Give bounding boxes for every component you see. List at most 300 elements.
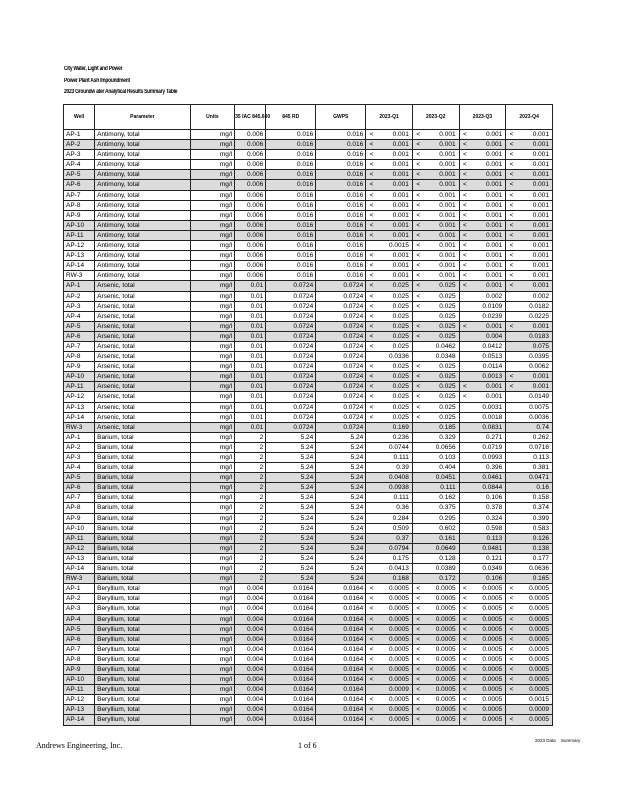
table-cell: 5.24 xyxy=(316,463,366,473)
table-cell: < xyxy=(459,261,470,271)
table-row xyxy=(64,574,553,584)
table-cell: < xyxy=(506,261,517,271)
table-cell: mg/l xyxy=(190,604,234,614)
table-cell: 5.24 xyxy=(316,513,366,523)
table-cell: 0.111 xyxy=(377,453,413,463)
table-cell: 0.006 xyxy=(235,160,266,170)
table-cell: 0.006 xyxy=(235,271,266,281)
table-cell: < xyxy=(412,271,423,281)
table-cell: AP-5 xyxy=(64,624,95,634)
table-cell: 0.138 xyxy=(517,543,553,553)
table-cell: 0.0649 xyxy=(424,543,460,553)
table-cell xyxy=(412,473,423,483)
table-cell: AP-11 xyxy=(64,533,95,543)
table-cell: 2 xyxy=(235,543,266,553)
table-cell: 0.025 xyxy=(377,291,413,301)
table-cell: 0.075 xyxy=(517,341,553,351)
table-cell: 0.0451 xyxy=(424,473,460,483)
table-cell: 0.016 xyxy=(316,190,366,200)
table-cell: < xyxy=(366,200,377,210)
table-cell: Barium, total xyxy=(95,533,191,543)
table-cell: 2 xyxy=(235,503,266,513)
table-cell: 0.004 xyxy=(235,654,266,664)
table-cell: Beryllium, total xyxy=(95,715,191,725)
table-cell: 0.001 xyxy=(424,160,460,170)
table-cell: 0.0149 xyxy=(517,392,553,402)
column-header: 2023-Q2 xyxy=(412,105,459,130)
table-cell: 0.025 xyxy=(377,362,413,372)
table-cell xyxy=(506,463,517,473)
table-cell: 0.0182 xyxy=(517,301,553,311)
table-cell: < xyxy=(506,210,517,220)
table-cell: 0.0164 xyxy=(316,634,366,644)
table-cell xyxy=(366,241,377,251)
table-cell: 0.598 xyxy=(470,523,506,533)
table-cell: < xyxy=(459,715,470,725)
table-cell: 0.004 xyxy=(235,604,266,614)
table-cell: 0.0724 xyxy=(316,402,366,412)
table-cell: AP-3 xyxy=(64,604,95,614)
table-cell: < xyxy=(412,372,423,382)
table-cell xyxy=(459,402,470,412)
table-cell: 0.016 xyxy=(266,251,316,261)
table-cell xyxy=(506,291,517,301)
table-cell: < xyxy=(506,715,517,725)
column-header: 2023-Q4 xyxy=(506,105,553,130)
table-cell xyxy=(366,432,377,442)
table-cell: 0.025 xyxy=(377,341,413,351)
table-cell: 0.004 xyxy=(235,695,266,705)
table-cell: 0.025 xyxy=(424,362,460,372)
table-cell: < xyxy=(412,584,423,594)
table-cell: 0.025 xyxy=(424,311,460,321)
table-cell: < xyxy=(412,170,423,180)
table-row xyxy=(64,523,553,533)
table-cell: < xyxy=(459,241,470,251)
table-cell: Arsenic, total xyxy=(95,321,191,331)
table-cell: 0.001 xyxy=(377,190,413,200)
table-cell: 0.0724 xyxy=(266,362,316,372)
table-cell: mg/l xyxy=(190,291,234,301)
table-row xyxy=(64,362,553,372)
table-cell: 0.0005 xyxy=(517,685,553,695)
table-cell: 0.0164 xyxy=(316,624,366,634)
table-cell: mg/l xyxy=(190,190,234,200)
table-cell xyxy=(459,432,470,442)
table-cell: 0.0005 xyxy=(517,654,553,664)
table-cell: < xyxy=(412,604,423,614)
table-cell: 0.001 xyxy=(470,281,506,291)
table-cell: 0.001 xyxy=(470,220,506,230)
table-cell: < xyxy=(506,654,517,664)
table-cell: < xyxy=(506,584,517,594)
table-row xyxy=(64,442,553,452)
table-cell: 0.0005 xyxy=(377,614,413,624)
table-cell: 0.0164 xyxy=(266,715,316,725)
table-cell: AP-3 xyxy=(64,150,95,160)
table-cell: < xyxy=(412,624,423,634)
table-cell: AP-2 xyxy=(64,442,95,452)
table-cell: < xyxy=(459,180,470,190)
table-cell: 0.004 xyxy=(235,634,266,644)
table-cell xyxy=(506,705,517,715)
table-cell: mg/l xyxy=(190,644,234,654)
column-header: 35 IAC 845.600 xyxy=(235,105,266,130)
table-cell: 0.01 xyxy=(235,301,266,311)
table-cell: mg/l xyxy=(190,160,234,170)
table-cell xyxy=(459,564,470,574)
table-cell: 0.0005 xyxy=(517,614,553,624)
table-cell: < xyxy=(412,634,423,644)
table-cell: 0.0724 xyxy=(316,311,366,321)
table-cell: < xyxy=(412,412,423,422)
table-cell: 0.0724 xyxy=(316,362,366,372)
table-cell: 0.0724 xyxy=(316,301,366,311)
table-cell: Arsenic, total xyxy=(95,362,191,372)
table-cell: AP-4 xyxy=(64,311,95,321)
table-cell: < xyxy=(459,594,470,604)
table-cell: 0.002 xyxy=(517,291,553,301)
table-cell: < xyxy=(506,644,517,654)
table-cell: Beryllium, total xyxy=(95,584,191,594)
footer-note-a: 2023 Data xyxy=(535,738,556,743)
table-cell: 0.0005 xyxy=(424,614,460,624)
table-cell: 0.001 xyxy=(470,130,506,140)
table-cell: AP-1 xyxy=(64,130,95,140)
table-cell: 0.001 xyxy=(470,261,506,271)
table-cell: 0.025 xyxy=(377,321,413,331)
table-cell xyxy=(506,483,517,493)
table-cell: 0.025 xyxy=(424,301,460,311)
table-cell: 5.24 xyxy=(266,493,316,503)
table-cell: < xyxy=(412,150,423,160)
table-cell: 0.001 xyxy=(517,210,553,220)
table-cell: AP-8 xyxy=(64,352,95,362)
table-row xyxy=(64,564,553,574)
table-cell: 0.001 xyxy=(424,271,460,281)
table-body xyxy=(64,130,553,726)
table-cell: < xyxy=(366,180,377,190)
table-cell: 0.0724 xyxy=(266,281,316,291)
table-cell: < xyxy=(412,321,423,331)
table-cell: 5.24 xyxy=(266,553,316,563)
table-cell: < xyxy=(366,392,377,402)
table-cell: < xyxy=(459,644,470,654)
table-row xyxy=(64,705,553,715)
table-row xyxy=(64,301,553,311)
table-cell: 5.24 xyxy=(316,523,366,533)
table-cell: 0.025 xyxy=(377,382,413,392)
table-cell: mg/l xyxy=(190,402,234,412)
table-cell xyxy=(366,523,377,533)
table-cell: mg/l xyxy=(190,553,234,563)
table-cell: AP-1 xyxy=(64,584,95,594)
table-cell: < xyxy=(366,614,377,624)
table-row xyxy=(64,553,553,563)
table-cell: 0.0005 xyxy=(424,644,460,654)
table-cell xyxy=(366,513,377,523)
table-cell: mg/l xyxy=(190,614,234,624)
table-cell: 5.24 xyxy=(316,553,366,563)
table-cell: mg/l xyxy=(190,180,234,190)
table-cell: 0.01 xyxy=(235,311,266,321)
table-cell: 0.001 xyxy=(377,160,413,170)
table-cell: 2 xyxy=(235,553,266,563)
table-cell: mg/l xyxy=(190,241,234,251)
table-cell: mg/l xyxy=(190,130,234,140)
table-cell: 5.24 xyxy=(316,453,366,463)
table-cell: Antimony, total xyxy=(95,130,191,140)
table-cell: 0.006 xyxy=(235,140,266,150)
table-cell: Arsenic, total xyxy=(95,402,191,412)
table-cell xyxy=(412,341,423,351)
table-cell: < xyxy=(459,382,470,392)
table-cell: 0.0164 xyxy=(316,695,366,705)
table-cell: 0.0109 xyxy=(470,301,506,311)
table-cell: 0.001 xyxy=(517,241,553,251)
table-cell: mg/l xyxy=(190,463,234,473)
table-cell: 0.0724 xyxy=(316,281,366,291)
table-cell: 0.0005 xyxy=(517,624,553,634)
table-cell: 0.001 xyxy=(517,160,553,170)
table-cell xyxy=(459,422,470,432)
table-cell: 0.004 xyxy=(235,584,266,594)
table-cell: 0.399 xyxy=(517,513,553,523)
table-cell: 0.001 xyxy=(470,170,506,180)
table-cell: 0.01 xyxy=(235,372,266,382)
table-cell: mg/l xyxy=(190,362,234,372)
table-cell: 0.37 xyxy=(377,533,413,543)
table-cell: 0.0656 xyxy=(424,442,460,452)
table-cell: 0.0005 xyxy=(517,594,553,604)
table-cell xyxy=(412,523,423,533)
table-cell: AP-7 xyxy=(64,493,95,503)
table-cell: 5.24 xyxy=(316,442,366,452)
table-cell: < xyxy=(459,685,470,695)
table-cell: Antimony, total xyxy=(95,190,191,200)
table-cell: < xyxy=(412,382,423,392)
footer-note-b: Summary xyxy=(561,738,581,743)
table-cell: 0.0724 xyxy=(316,392,366,402)
table-cell: 0.0164 xyxy=(316,705,366,715)
table-cell: 0.001 xyxy=(470,241,506,251)
table-cell: < xyxy=(506,200,517,210)
table-cell: Arsenic, total xyxy=(95,281,191,291)
table-cell xyxy=(506,402,517,412)
table-cell: 0.0164 xyxy=(266,614,316,624)
table-cell: 0.0005 xyxy=(424,654,460,664)
table-cell: 0.161 xyxy=(424,533,460,543)
table-cell: 0.172 xyxy=(424,574,460,584)
table-cell: 0.168 xyxy=(377,574,413,584)
table-cell: mg/l xyxy=(190,230,234,240)
table-cell xyxy=(459,442,470,452)
table-cell: < xyxy=(412,291,423,301)
table-cell xyxy=(506,341,517,351)
table-cell xyxy=(412,493,423,503)
table-cell: 0.0724 xyxy=(316,341,366,351)
table-cell: 0.177 xyxy=(517,553,553,563)
table-cell: 0.025 xyxy=(377,311,413,321)
table-cell: mg/l xyxy=(190,705,234,715)
table-cell: 0.0005 xyxy=(424,584,460,594)
table-cell: mg/l xyxy=(190,372,234,382)
table-cell: < xyxy=(412,301,423,311)
table-cell: 0.0744 xyxy=(377,442,413,452)
table-cell: 0.025 xyxy=(377,392,413,402)
table-cell: AP-9 xyxy=(64,513,95,523)
table-cell: 0.006 xyxy=(235,200,266,210)
table-row xyxy=(64,140,553,150)
table-cell xyxy=(366,422,377,432)
table-row xyxy=(64,473,553,483)
table-cell: < xyxy=(506,614,517,624)
table-cell: 5.24 xyxy=(266,513,316,523)
table-row xyxy=(64,543,553,553)
table-cell: 0.006 xyxy=(235,210,266,220)
table-cell xyxy=(459,453,470,463)
table-cell: 0.025 xyxy=(377,372,413,382)
table-cell: mg/l xyxy=(190,301,234,311)
table-cell: AP-7 xyxy=(64,190,95,200)
table-cell: 0.001 xyxy=(424,150,460,160)
table-cell xyxy=(366,483,377,493)
table-cell: < xyxy=(412,695,423,705)
table-cell: 0.001 xyxy=(470,150,506,160)
table-cell: 5.24 xyxy=(316,543,366,553)
table-cell: 0.0164 xyxy=(266,644,316,654)
table-cell: 0.025 xyxy=(377,331,413,341)
table-cell: 5.24 xyxy=(266,533,316,543)
table-cell: 0.0005 xyxy=(377,695,413,705)
column-header: Well xyxy=(64,105,95,130)
table-row xyxy=(64,402,553,412)
table-cell: Arsenic, total xyxy=(95,392,191,402)
table-cell xyxy=(506,553,517,563)
table-cell: 0.016 xyxy=(266,150,316,160)
table-cell: < xyxy=(412,241,423,251)
table-cell: 0.0005 xyxy=(377,664,413,674)
table-row xyxy=(64,392,553,402)
table-cell: 2 xyxy=(235,493,266,503)
table-cell: 0.001 xyxy=(377,210,413,220)
table-cell: 0.001 xyxy=(517,230,553,240)
table-cell: 5.24 xyxy=(266,463,316,473)
table-cell: 0.001 xyxy=(517,140,553,150)
table-cell: 0.01 xyxy=(235,341,266,351)
table-cell: AP-13 xyxy=(64,251,95,261)
table-cell: RW-3 xyxy=(64,422,95,432)
table-cell: Arsenic, total xyxy=(95,422,191,432)
table-cell: < xyxy=(506,382,517,392)
table-cell: 0.016 xyxy=(266,130,316,140)
table-cell: 0.121 xyxy=(470,553,506,563)
table-row xyxy=(64,220,553,230)
table-cell: mg/l xyxy=(190,261,234,271)
table-cell xyxy=(459,483,470,493)
table-cell: 0.001 xyxy=(517,200,553,210)
table-cell: mg/l xyxy=(190,624,234,634)
table-row xyxy=(64,644,553,654)
table-cell: Antimony, total xyxy=(95,230,191,240)
table-cell: < xyxy=(366,331,377,341)
results-table xyxy=(63,104,553,726)
table-cell: 0.006 xyxy=(235,150,266,160)
table-cell: 0.0005 xyxy=(424,675,460,685)
table-cell: < xyxy=(506,664,517,674)
table-row xyxy=(64,664,553,674)
table-cell: 0.025 xyxy=(424,402,460,412)
table-cell: < xyxy=(366,281,377,291)
header-line-1: City Water, Light and Power xyxy=(64,66,123,72)
table-cell: 0.0031 xyxy=(470,402,506,412)
table-cell: < xyxy=(506,634,517,644)
table-cell: 0.0062 xyxy=(517,362,553,372)
table-cell xyxy=(506,503,517,513)
table-cell: 0.0164 xyxy=(266,695,316,705)
table-cell: 0.006 xyxy=(235,180,266,190)
table-cell: < xyxy=(459,130,470,140)
table-cell: 0.004 xyxy=(470,331,506,341)
table-cell: 0.0724 xyxy=(266,331,316,341)
table-cell: 0.0005 xyxy=(377,644,413,654)
table-cell: 0.0412 xyxy=(470,341,506,351)
table-cell: 0.0395 xyxy=(517,352,553,362)
table-cell: < xyxy=(412,685,423,695)
table-cell: 0.001 xyxy=(517,150,553,160)
table-cell: mg/l xyxy=(190,442,234,452)
table-cell: Antimony, total xyxy=(95,200,191,210)
table-cell: < xyxy=(366,341,377,351)
table-cell: mg/l xyxy=(190,675,234,685)
table-cell: mg/l xyxy=(190,654,234,664)
table-cell xyxy=(459,301,470,311)
table-cell: 0.0164 xyxy=(316,604,366,614)
table-cell: 0.025 xyxy=(424,291,460,301)
table-cell: 0.01 xyxy=(235,402,266,412)
table-row xyxy=(64,341,553,351)
table-cell xyxy=(506,311,517,321)
table-cell: < xyxy=(459,210,470,220)
table-cell: Arsenic, total xyxy=(95,341,191,351)
table-cell xyxy=(459,311,470,321)
table-cell: mg/l xyxy=(190,543,234,553)
table-cell: 0.0389 xyxy=(424,564,460,574)
table-cell: 0.16 xyxy=(517,483,553,493)
table-row xyxy=(64,412,553,422)
table-cell: 0.001 xyxy=(470,230,506,240)
table-cell: 0.001 xyxy=(424,180,460,190)
table-cell: < xyxy=(412,200,423,210)
table-cell: < xyxy=(506,180,517,190)
table-cell: AP-13 xyxy=(64,705,95,715)
table-cell: mg/l xyxy=(190,251,234,261)
table-cell xyxy=(412,453,423,463)
table-cell: 0.001 xyxy=(517,220,553,230)
table-cell: Antimony, total xyxy=(95,251,191,261)
table-cell: Arsenic, total xyxy=(95,352,191,362)
table-cell: 0.0009 xyxy=(377,685,413,695)
table-cell xyxy=(366,533,377,543)
table-row xyxy=(64,291,553,301)
table-cell: 0.001 xyxy=(517,180,553,190)
table-cell: 0.025 xyxy=(424,321,460,331)
table-cell: 0.0164 xyxy=(266,705,316,715)
table-cell xyxy=(506,473,517,483)
table-cell xyxy=(506,331,517,341)
table-cell: 0.004 xyxy=(235,715,266,725)
table-cell: < xyxy=(412,705,423,715)
